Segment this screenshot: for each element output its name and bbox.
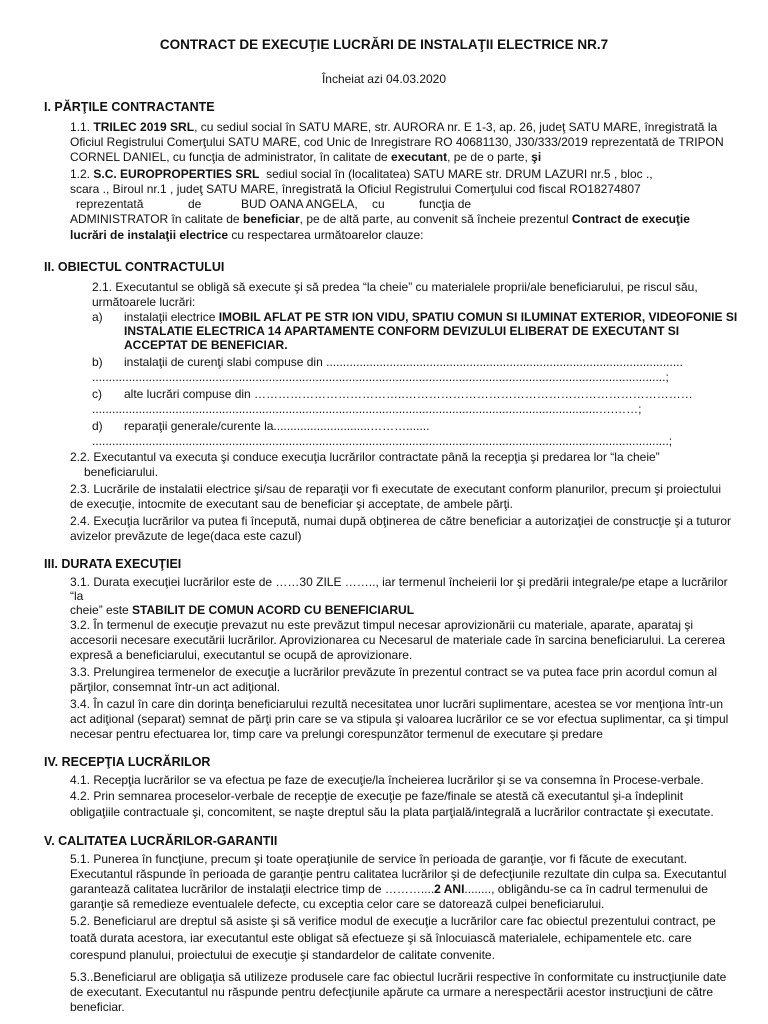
item-a-line-1: instalaţii electrice IMOBIL AFLAT PE STR ION VIDU, SPATIU COMUN SI ILUMINAT EXTERIOR, VIDEOFONIE SI [124, 310, 738, 324]
item-b-letter: b) [92, 355, 103, 369]
clause-1-1-line-3: CORNEL DANIEL, cu funcţia de administrator, în calitate de executant, pe de o parte, şi [70, 150, 542, 164]
clause-1-2-line-3e: funcţia de [419, 197, 472, 211]
clause-5-2-line-2: toată durata acestora, iar executantul este obligat să efectueze şi să înlocuiască materialele, echipamentele etc. care [70, 931, 692, 945]
clause-3-4-line-3: necesar pentru efectuarea lor, timp care va prelungi corespunzător termenul de executare şi predare [70, 727, 603, 741]
item-c-line-2: ........................................................................................................................................................….……; [92, 402, 642, 416]
clause-5-2-line-3: corespund planului, proiectului de execuţie şi standardelor de calitate convenite. [70, 948, 495, 962]
clause-3-3-line-2: părţilor, consemnat într-un act adiţional. [70, 680, 281, 694]
section-4-heading: IV. RECEPŢIA LUCRĂRILOR [44, 755, 211, 769]
clause-5-1-line-3: garantează calitatea lucrărilor de instalaţii electrice timp de ………....2 ANI........, obligându-se ca în cadrul termenului de [70, 882, 708, 896]
clause-3-1-line-1: 3.1. Durata execuţiei lucrărilor este de ……30 ZILE …….., iar termenul încheierii lor şi predării integrale/pe etape a lucrărilor [70, 575, 728, 589]
clause-5-3-line-2: de executant. Executantul nu răspunde pentru defecţiunile apărute ca urmare a nerespectării acestor instrucţiuni de către [70, 985, 714, 999]
clause-1-2-line-3a: reprezentată [76, 197, 144, 211]
clause-3-2-line-3: expresă a beneficiarului, executantul se ocupă de aprovizionare. [70, 648, 413, 662]
clause-3-4-line-1: 3.4. În cazul în care din dorinţa beneficiarului rezultă necesitatea unor lucrări suplimentare, acestea se vor menţiona într-un [70, 697, 724, 711]
clause-2-3-line-1: 2.3. Lucrările de instalatii electrice şi/sau de reparaţii vor fi executate de executant conform planurilor, precum şi proiectului [70, 482, 721, 496]
section-3-heading: III. DURATA EXECUŢIEI [44, 557, 182, 571]
clause-2-3-line-2: de execuţie, intocmite de executant sau de beneficiar şi acceptate, de ambele părţi. [70, 497, 513, 511]
item-a-line-3: ACCEPTAT DE BENEFICIAR. [124, 338, 288, 352]
clause-2-2-line-1: 2.2. Executantul va executa şi conduce execuţia lucrărilor contractate până la recepţia şi predarea lor “la cheie” [70, 450, 660, 464]
clause-4-2-line-2: obligaţiile contractuale şi, concomitent, se naşte dreptul său la plata parţială/integrală a lucrărilor contractate şi executate. [70, 805, 714, 819]
clause-5-2-line-1: 5.2. Beneficiarul are dreptul să asiste şi să verifice modul de execuţie a lucrărilor care fac obiectul prezentului contract, pe [70, 914, 716, 928]
clause-5-1-line-4: garanţie să remedieze eventualele defecte, cu exceptia celor care se datorează culpei beneficiarului. [70, 897, 605, 911]
clause-1-1-line-1: 1.1. TRILEC 2019 SRL, cu sediul social în SATU MARE, str. AURORA nr. E 1-3, ap. 26, judeţ SATU MARE, înregistrată la [70, 120, 718, 134]
clause-3-2-line-1: 3.2. În termenul de execuţie prevazut nu este prevăzut timpul necesar aprovizionării cu materiale, aparate, aparataj şi [70, 618, 694, 632]
item-b-line-1: instalaţii de curenţi slabi compuse din ........................................................................................................... [124, 355, 683, 369]
clause-5-1-line-1: 5.1. Punerea în funcţiune, precum şi toate operaţiunile de service în perioada de garanţie, vor fi făcute de executant. [70, 852, 688, 866]
clause-1-2-line-2: scara ., Biroul nr.1 , judeţ SATU MARE, înregistrată la Oficiul Registrului Comerţului cod fiscal RO18274807 [70, 182, 641, 196]
item-b-line-2: ............................................................................................................................................................................; [92, 370, 669, 384]
clause-2-1-line-2: următoarele lucrări: [92, 295, 196, 309]
contract-title: CONTRACT DE EXECUŢIE LUCRĂRI DE INSTALAŢII ELECTRICE NR.7 [159, 37, 609, 52]
item-c-line-1: alte lucrări compuse din ………………………………..……………………………………………………………… [124, 387, 693, 401]
section-2-heading: II. OBIECTUL CONTRACTULUI [44, 260, 225, 274]
item-c-letter: c) [92, 387, 102, 401]
clause-1-2-line-3b: de [188, 197, 202, 211]
item-a-letter: a) [92, 310, 103, 324]
clause-1-1-line-2: Oficiul Registrului Comerţului SATU MARE, cod Unic de Inregistrare RO 40681130, J30/333/2019 reprezentată de TRIPON [70, 135, 724, 149]
clause-2-2-line-2: beneficiarului. [84, 465, 159, 479]
clause-1-2-line-3d: cu [372, 197, 385, 211]
clause-1-2-line-5: lucrări de instalaţii electrice cu respectarea următoarelor clauze: [70, 228, 424, 242]
item-d-letter: d) [92, 419, 103, 433]
clause-4-1: 4.1. Recepţia lucrărilor se va efectua pe faze de execuţie/la încheierea lucrărilor şi se va consemna în Procese-verbale. [70, 773, 704, 787]
clause-3-1-line-3: cheie” este STABILIT DE COMUN ACORD CU BENEFICIARUL [70, 603, 415, 617]
clause-1-2-line-4: ADMINISTRATOR în calitate de beneficiar, pe de altă parte, au convenit să încheie prezentul Contract de execuţie [70, 212, 690, 226]
clause-3-4-line-2: act adiţional (separat) semnat de părţi prin care se va stipula şi valoarea lucrărilor ce se vor efectua suplimentar, ca şi timpul [70, 712, 729, 726]
item-d-line-2: .............................................................................................................................................................................; [92, 434, 673, 448]
clause-1-2-line-3c: BUD OANA ANGELA, [241, 197, 358, 211]
clause-5-3-line-3: beneficiar. [70, 1000, 125, 1014]
item-d-line-1: reparaţii generale/curente la.............................………....... [124, 419, 430, 433]
clause-3-1-line-2: “la [70, 589, 84, 603]
contract-date: Încheiat azi 04.03.2020 [321, 72, 447, 86]
clause-3-2-line-2: accesorii necesare executării lucrărilor. Aprovizionarea cu Necesarul de materiale cade în sarcina beneficiarului. La cererea [70, 633, 726, 647]
clause-5-3-line-1: 5.3..Beneficiarul are obligaţia să utilizeze produsele care fac obiectul lucrării respective în conformitate cu instrucţiunile date [70, 970, 727, 984]
section-1-heading: I. PĂRŢILE CONTRACTANTE [44, 100, 215, 114]
clause-2-4-line-1: 2.4. Execuţia lucrărilor va putea fi începută, numai după obţinerea de către beneficiar a autorizaţiei de construcţie şi a tuturor [70, 514, 732, 528]
clause-4-2-line-1: 4.2. Prin semnarea proceselor-verbale de recepţie de execuţie pe faze/finale se atestă că executantul şi-a îndeplinit [70, 789, 684, 803]
item-a-line-2: INSTALATIE ELECTRICA 14 APARTAMENTE CONFORM DEVIZULUI ELIBERAT DE EXECUTANT SI [124, 324, 680, 338]
clause-3-3-line-1: 3.3. Prelungirea termenelor de execuţie a lucrărilor prevăzute în prezentul contract se va putea face prin acordul comun al [70, 665, 718, 679]
clause-2-4-line-2: avizelor prevăzute de lege(daca este cazul) [70, 529, 302, 543]
clause-5-1-line-2: Executantul răspunde în perioada de garanţie pentru calitatea lucrărilor şi de defecţiunile rezultate din culpa sa. Executantul [70, 867, 727, 881]
clause-2-1-line-1: 2.1. Executantul se obligă să execute şi să predea “la cheie” cu materialele proprii/ale beneficiarului, pe riscul său, [92, 280, 698, 294]
section-5-heading: V. CALITATEA LUCRĂRILOR-GARANTII [44, 834, 278, 848]
clause-1-2-line-1: 1.2. S.C. EUROPROPERTIES SRL sediul social în (localitatea) SATU MARE str. DRUM LAZURI nr.5 , bloc ., [70, 167, 653, 181]
